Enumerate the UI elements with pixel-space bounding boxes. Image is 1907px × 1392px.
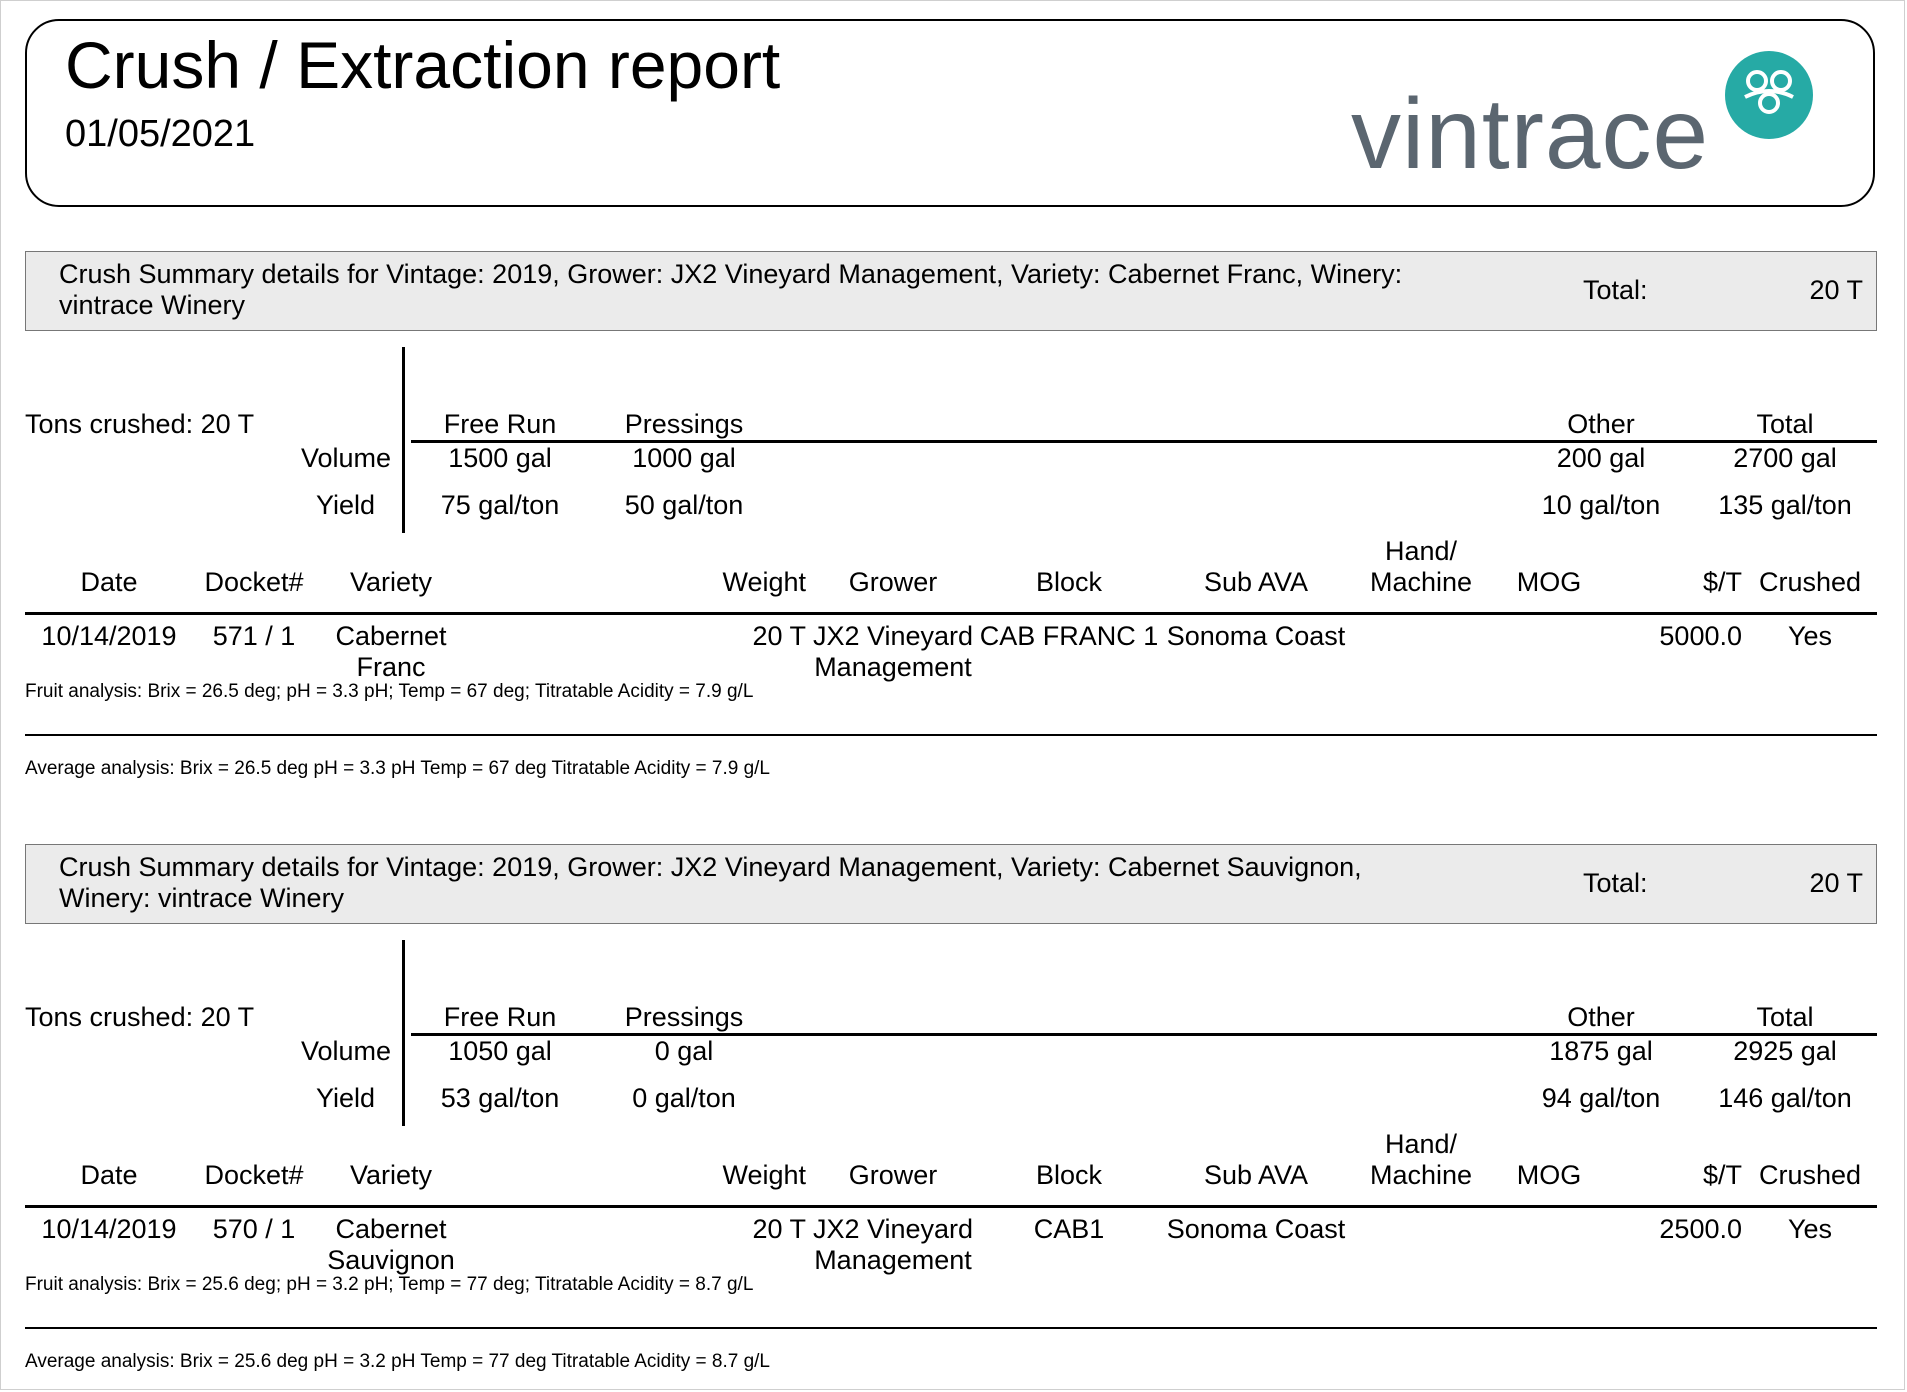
row-grower-line1: JX2 Vineyard bbox=[812, 1214, 974, 1244]
average-analysis: Average analysis: Brix = 25.6 deg pH = 3.2 pH Temp = 77 deg Titratable Acidity = 8.7 g/L bbox=[25, 1351, 770, 1372]
row-variety-line1: Cabernet bbox=[335, 1214, 447, 1244]
tons-crushed: Tons crushed: 20 T bbox=[25, 1002, 255, 1032]
summary-total-label: Total: bbox=[1583, 868, 1648, 898]
col-date: Date bbox=[80, 567, 138, 597]
row-date: 10/14/2019 bbox=[41, 1214, 177, 1244]
yield-label: Yield bbox=[315, 1083, 375, 1113]
col-hand-line2: Machine bbox=[1369, 1160, 1473, 1190]
row-crushed: Yes bbox=[1787, 1214, 1833, 1244]
col-mog: MOG bbox=[1516, 1160, 1582, 1190]
row-variety-line1: Cabernet bbox=[335, 621, 447, 651]
yield-free-run: 75 gal/ton bbox=[440, 490, 560, 520]
row-price: 5000.0 bbox=[1659, 621, 1742, 651]
col-docket: Docket# bbox=[204, 567, 304, 597]
divider-vertical bbox=[402, 347, 405, 533]
row-divider bbox=[25, 1327, 1877, 1329]
col-hand-line2: Machine bbox=[1369, 567, 1473, 597]
fruit-analysis: Fruit analysis: Brix = 26.5 deg; pH = 3.3 pH; Temp = 67 deg; Titratable Acidity = 7.9 g/L bbox=[25, 681, 754, 702]
col-docket: Docket# bbox=[204, 1160, 304, 1190]
yield-header-rule bbox=[411, 440, 1877, 443]
volume-pressings: 0 gal bbox=[654, 1036, 714, 1066]
row-grower-line2: Management bbox=[814, 652, 972, 682]
col-subava: Sub AVA bbox=[1203, 1160, 1309, 1190]
yield-total: 146 gal/ton bbox=[1718, 1083, 1852, 1113]
summary-text: Crush Summary details for Vintage: 2019, Grower: JX2 Vineyard Management, Variety: Cabernet Sauvignon, Winery: vintrace Winery bbox=[59, 852, 1362, 913]
col-date: Date bbox=[80, 1160, 138, 1190]
volume-free-run: 1500 gal bbox=[448, 443, 552, 473]
col-weight: Weight bbox=[722, 1160, 806, 1190]
col-price: $/T bbox=[1702, 567, 1742, 597]
tons-crushed: Tons crushed: 20 T bbox=[25, 409, 255, 439]
yield-pressings: 50 gal/ton bbox=[624, 490, 744, 520]
col-weight: Weight bbox=[722, 567, 806, 597]
summary-total-value: 20 T bbox=[1809, 868, 1863, 898]
volume-free-run: 1050 gal bbox=[448, 1036, 552, 1066]
free-run-header: Free Run bbox=[443, 1002, 557, 1032]
col-mog: MOG bbox=[1516, 567, 1582, 597]
col-grower: Grower bbox=[848, 1160, 938, 1190]
vintrace-logo-text: vintrace bbox=[1351, 78, 1710, 190]
crush-section-1 bbox=[1, 1, 1907, 779]
other-header: Other bbox=[1567, 409, 1635, 439]
total-header: Total bbox=[1756, 1002, 1814, 1032]
divider-vertical bbox=[402, 940, 405, 1126]
total-header: Total bbox=[1756, 409, 1814, 439]
yield-total: 135 gal/ton bbox=[1718, 490, 1852, 520]
fruit-analysis: Fruit analysis: Brix = 25.6 deg; pH = 3.2 pH; Temp = 77 deg; Titratable Acidity = 8.7 g/L bbox=[25, 1274, 754, 1295]
yield-other: 10 gal/ton bbox=[1541, 490, 1661, 520]
report-date: 01/05/2021 bbox=[65, 113, 256, 155]
yield-pressings: 0 gal/ton bbox=[632, 1083, 736, 1113]
table-header-rule bbox=[25, 1205, 1877, 1208]
crush-section-2 bbox=[1, 594, 1907, 1372]
free-run-header: Free Run bbox=[443, 409, 557, 439]
col-grower: Grower bbox=[848, 567, 938, 597]
col-price: $/T bbox=[1702, 1160, 1742, 1190]
summary-text: Crush Summary details for Vintage: 2019, Grower: JX2 Vineyard Management, Variety: Cabernet Franc, Winery: vintrace Winery bbox=[59, 259, 1403, 320]
row-crushed: Yes bbox=[1787, 621, 1833, 651]
row-weight: 20 T bbox=[752, 621, 806, 651]
row-date: 10/14/2019 bbox=[41, 621, 177, 651]
volume-label: Volume bbox=[300, 1036, 391, 1066]
col-crushed: Crushed bbox=[1758, 567, 1862, 597]
volume-total: 2925 gal bbox=[1733, 1036, 1837, 1066]
report-title: Crush / Extraction report bbox=[65, 28, 781, 102]
col-hand-line1: Hand/ bbox=[1384, 1129, 1458, 1159]
volume-other: 1875 gal bbox=[1549, 1036, 1653, 1066]
row-block: CAB1 bbox=[1033, 1214, 1105, 1244]
row-grower-line1: JX2 Vineyard bbox=[812, 621, 974, 651]
row-block: CAB FRANC 1 bbox=[979, 621, 1159, 651]
volume-other: 200 gal bbox=[1556, 443, 1646, 473]
volume-label: Volume bbox=[300, 443, 391, 473]
yield-label: Yield bbox=[315, 490, 375, 520]
col-hand-line1: Hand/ bbox=[1384, 536, 1458, 566]
yield-header-rule bbox=[411, 1033, 1877, 1036]
row-docket: 571 / 1 bbox=[212, 621, 296, 651]
row-variety-line2: Franc bbox=[356, 652, 426, 682]
yield-other: 94 gal/ton bbox=[1541, 1083, 1661, 1113]
other-header: Other bbox=[1567, 1002, 1635, 1032]
pressings-header: Pressings bbox=[624, 1002, 744, 1032]
pressings-header: Pressings bbox=[624, 409, 744, 439]
yield-free-run: 53 gal/ton bbox=[440, 1083, 560, 1113]
row-price: 2500.0 bbox=[1659, 1214, 1742, 1244]
summary-total-value: 20 T bbox=[1809, 275, 1863, 305]
row-subava: Sonoma Coast bbox=[1166, 1214, 1346, 1244]
volume-total: 2700 gal bbox=[1733, 443, 1837, 473]
row-weight: 20 T bbox=[752, 1214, 806, 1244]
col-variety: Variety bbox=[349, 1160, 433, 1190]
col-subava: Sub AVA bbox=[1203, 567, 1309, 597]
average-analysis: Average analysis: Brix = 26.5 deg pH = 3.3 pH Temp = 67 deg Titratable Acidity = 7.9 g/L bbox=[25, 758, 770, 779]
row-docket: 570 / 1 bbox=[212, 1214, 296, 1244]
row-subava: Sonoma Coast bbox=[1166, 621, 1346, 651]
col-crushed: Crushed bbox=[1758, 1160, 1862, 1190]
row-variety-line2: Sauvignon bbox=[327, 1245, 455, 1275]
col-variety: Variety bbox=[349, 567, 433, 597]
col-block: Block bbox=[1035, 567, 1103, 597]
row-grower-line2: Management bbox=[814, 1245, 972, 1275]
col-block: Block bbox=[1035, 1160, 1103, 1190]
summary-total-label: Total: bbox=[1583, 275, 1648, 305]
volume-pressings: 1000 gal bbox=[632, 443, 736, 473]
